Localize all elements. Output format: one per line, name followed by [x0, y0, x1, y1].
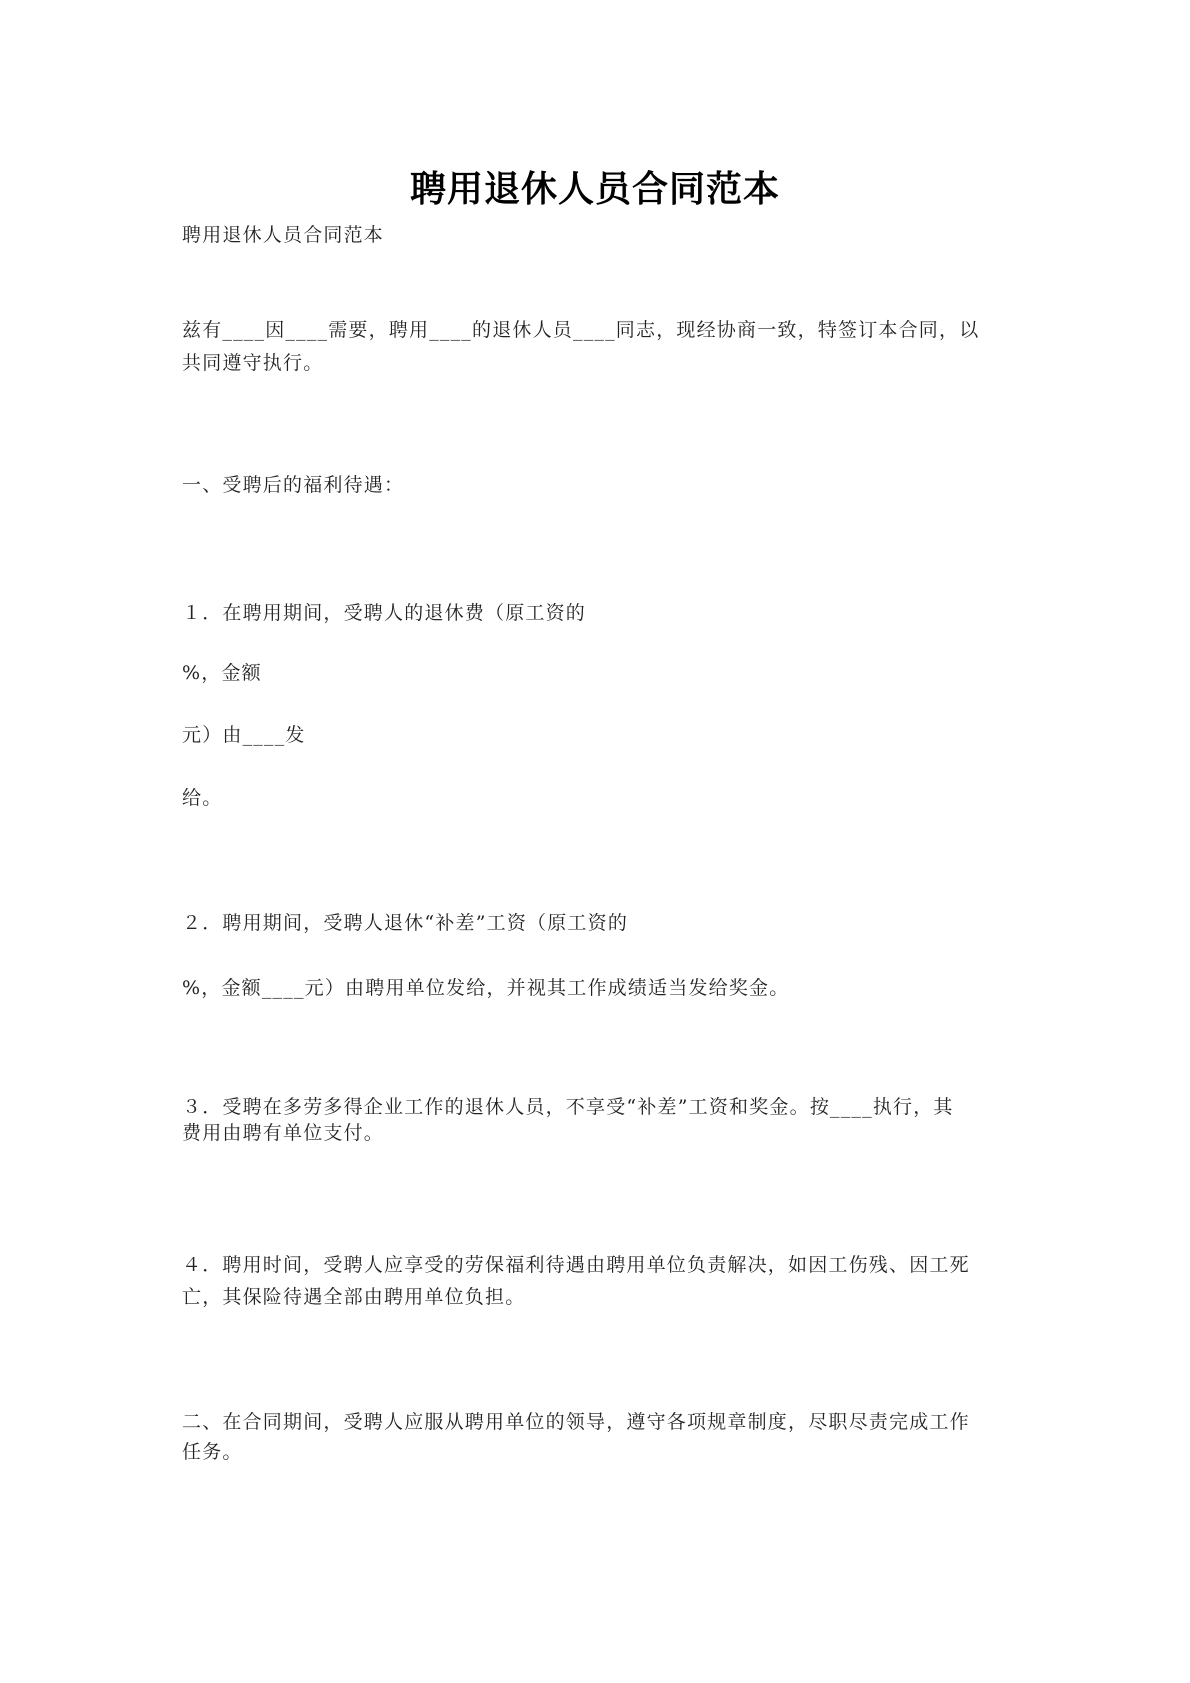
- clause-4-line-2: 亡，其保险待遇全部由聘用单位负担。: [182, 1286, 526, 1308]
- section-2-line-1: 二、在合同期间，受聘人应服从聘用单位的领导，遵守各项规章制度，尽职尽责完成工作: [182, 1411, 970, 1433]
- clause-4-line-1: ４．聘用时间，受聘人应享受的劳保福利待遇由聘用单位负责解决，如因工伤残、因工死: [182, 1254, 970, 1276]
- clause-2-line-2: %，金额____元）由聘用单位发给，并视其工作成绩适当发给奖金。: [182, 977, 790, 999]
- preamble-line-1: 兹有____因____需要，聘用____的退休人员____同志，现经协商一致，特签订本合同，以: [182, 319, 980, 341]
- clause-2-line-1: ２．聘用期间，受聘人退休“补差”工资（原工资的: [182, 912, 629, 934]
- document-subtitle: 聘用退休人员合同范本: [182, 224, 385, 246]
- clause-3-line-2: 费用由聘有单位支付。: [182, 1122, 385, 1144]
- clause-1-line-3: 元）由____发: [182, 724, 306, 746]
- clause-1-line-2: %，金额: [182, 662, 262, 684]
- document-title: 聘用退休人员合同范本: [409, 169, 780, 210]
- clause-3-line-1: ３．受聘在多劳多得企业工作的退休人员，不享受“补差”工资和奖金。按____执行，其: [182, 1096, 954, 1118]
- clause-1-line-1: １．在聘用期间，受聘人的退休费（原工资的: [182, 602, 587, 624]
- section-1-heading: 一、受聘后的福利待遇：: [182, 474, 405, 496]
- clause-1-line-4: 给。: [182, 787, 223, 809]
- section-2-line-2: 任务。: [182, 1441, 243, 1463]
- preamble-line-2: 共同遵守执行。: [182, 352, 324, 374]
